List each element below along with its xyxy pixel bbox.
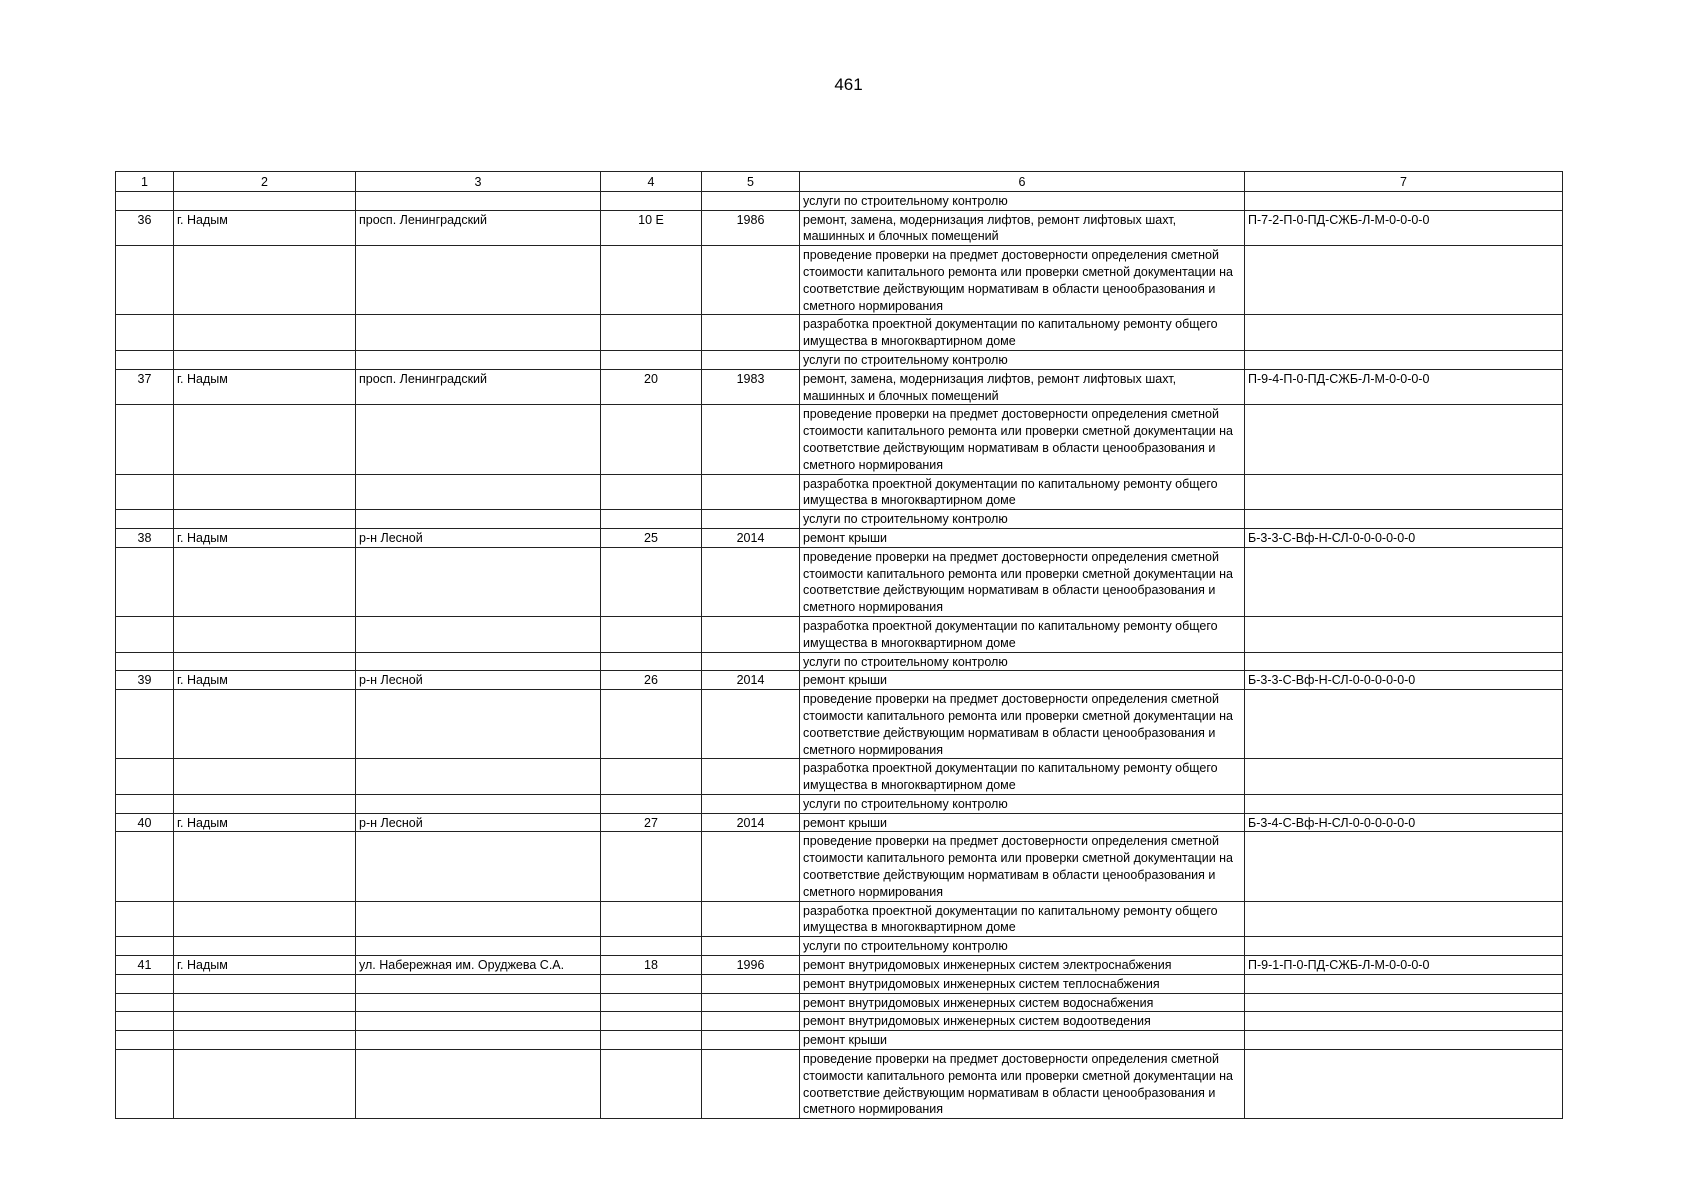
table-row [116, 547, 1563, 616]
year-cell [702, 1012, 800, 1031]
table-row [116, 1050, 1563, 1119]
year-cell [702, 405, 800, 474]
building-code-cell [1245, 652, 1563, 671]
street-cell [356, 350, 601, 369]
house-number-cell [601, 405, 702, 474]
building-code-cell: Б-3-3-С-Вф-Н-СЛ-0-0-0-0-0-0 [1245, 528, 1563, 547]
city-cell: г. Надым [174, 210, 356, 246]
row-number-cell [116, 937, 174, 956]
work-type-cell: услуги по строительному контролю [800, 794, 1245, 813]
year-cell [702, 246, 800, 315]
building-code-cell [1245, 1012, 1563, 1031]
city-cell [174, 794, 356, 813]
table-row [116, 474, 1563, 510]
city-cell [174, 974, 356, 993]
row-number-cell [116, 974, 174, 993]
building-code-cell [1245, 1050, 1563, 1119]
repair-program-table [115, 171, 1563, 1119]
year-cell [702, 315, 800, 351]
table-row [116, 1012, 1563, 1031]
row-number-cell [116, 1012, 174, 1031]
year-cell [702, 191, 800, 210]
house-number-cell [601, 652, 702, 671]
work-type-cell: ремонт крыши [800, 528, 1245, 547]
street-cell [356, 1031, 601, 1050]
house-number-cell [601, 794, 702, 813]
house-number-cell [601, 315, 702, 351]
building-code-cell: Б-3-3-С-Вф-Н-СЛ-0-0-0-0-0-0 [1245, 671, 1563, 690]
work-type-cell: проведение проверки на предмет достоверности определения сметной стоимости капитального ремонта или проверки сметной документации на соответствие действующим нормативам в области ценообразования и сметного нормирования [800, 690, 1245, 759]
city-cell [174, 315, 356, 351]
city-cell [174, 993, 356, 1012]
building-code-cell [1245, 794, 1563, 813]
city-cell [174, 547, 356, 616]
row-number-cell: 37 [116, 369, 174, 405]
row-number-cell [116, 901, 174, 937]
year-cell [702, 937, 800, 956]
house-number-cell [601, 759, 702, 795]
table-row [116, 974, 1563, 993]
row-number-cell [116, 759, 174, 795]
city-cell [174, 191, 356, 210]
row-number-cell [116, 690, 174, 759]
work-type-cell: ремонт крыши [800, 813, 1245, 832]
table-row [116, 510, 1563, 529]
building-code-cell [1245, 993, 1563, 1012]
year-cell [702, 832, 800, 901]
building-code-cell [1245, 937, 1563, 956]
house-number-cell [601, 690, 702, 759]
building-code-cell [1245, 974, 1563, 993]
work-type-cell: услуги по строительному контролю [800, 510, 1245, 529]
row-number-cell [116, 246, 174, 315]
work-type-cell: проведение проверки на предмет достоверности определения сметной стоимости капитального ремонта или проверки сметной документации на соответствие действующим нормативам в области ценообразования и сметного нормирования [800, 246, 1245, 315]
header-cell: 6 [800, 172, 1245, 192]
year-cell [702, 1031, 800, 1050]
house-number-cell [601, 1031, 702, 1050]
row-number-cell [116, 1050, 174, 1119]
house-number-cell [601, 832, 702, 901]
city-cell [174, 246, 356, 315]
house-number-cell [601, 993, 702, 1012]
table-row [116, 832, 1563, 901]
table-row [116, 937, 1563, 956]
house-number-cell [601, 246, 702, 315]
street-cell [356, 937, 601, 956]
house-number-cell [601, 510, 702, 529]
page-number: 461 [834, 75, 863, 94]
house-number-cell [601, 191, 702, 210]
street-cell [356, 901, 601, 937]
header-cell: 7 [1245, 172, 1563, 192]
building-code-cell [1245, 191, 1563, 210]
house-number-cell [601, 350, 702, 369]
street-cell [356, 547, 601, 616]
work-type-cell: ремонт внутридомовых инженерных систем водоотведения [800, 1012, 1245, 1031]
work-type-cell: ремонт внутридомовых инженерных систем теплоснабжения [800, 974, 1245, 993]
row-number-cell [116, 315, 174, 351]
building-code-cell [1245, 690, 1563, 759]
building-code-cell: П-7-2-П-0-ПД-СЖБ-Л-М-0-0-0-0 [1245, 210, 1563, 246]
street-cell [356, 246, 601, 315]
city-cell [174, 759, 356, 795]
city-cell: г. Надым [174, 956, 356, 975]
row-number-cell: 40 [116, 813, 174, 832]
street-cell [356, 993, 601, 1012]
table-row [116, 1031, 1563, 1050]
row-number-cell: 38 [116, 528, 174, 547]
work-type-cell: услуги по строительному контролю [800, 350, 1245, 369]
building-code-cell [1245, 1031, 1563, 1050]
row-number-cell [116, 510, 174, 529]
work-type-cell: ремонт внутридомовых инженерных систем водоснабжения [800, 993, 1245, 1012]
city-cell: г. Надым [174, 528, 356, 547]
house-number-cell [601, 937, 702, 956]
year-cell: 1986 [702, 210, 800, 246]
row-number-cell [116, 405, 174, 474]
header-cell: 4 [601, 172, 702, 192]
building-code-cell [1245, 474, 1563, 510]
work-type-cell: ремонт крыши [800, 671, 1245, 690]
year-cell: 2014 [702, 813, 800, 832]
city-cell: г. Надым [174, 813, 356, 832]
row-number-cell [116, 794, 174, 813]
street-cell [356, 974, 601, 993]
year-cell [702, 510, 800, 529]
house-number-cell [601, 1050, 702, 1119]
house-number-cell: 26 [601, 671, 702, 690]
street-cell [356, 690, 601, 759]
street-cell [356, 1050, 601, 1119]
year-cell [702, 616, 800, 652]
table-row [116, 794, 1563, 813]
street-cell [356, 474, 601, 510]
year-cell: 1983 [702, 369, 800, 405]
building-code-cell [1245, 350, 1563, 369]
row-number-cell [116, 1031, 174, 1050]
table-row [116, 813, 1563, 832]
row-number-cell [116, 547, 174, 616]
city-cell [174, 832, 356, 901]
table-row [116, 315, 1563, 351]
header-cell: 5 [702, 172, 800, 192]
table-row [116, 405, 1563, 474]
table-row [116, 246, 1563, 315]
street-cell: просп. Ленинградский [356, 369, 601, 405]
street-cell [356, 510, 601, 529]
table-row [116, 956, 1563, 975]
work-type-cell: проведение проверки на предмет достоверности определения сметной стоимости капитального ремонта или проверки сметной документации на соответствие действующим нормативам в области ценообразования и сметного нормирования [800, 405, 1245, 474]
table-header-row [116, 172, 1563, 192]
building-code-cell [1245, 832, 1563, 901]
table-row [116, 350, 1563, 369]
street-cell: р-н Лесной [356, 813, 601, 832]
house-number-cell [601, 474, 702, 510]
work-type-cell: проведение проверки на предмет достоверности определения сметной стоимости капитального ремонта или проверки сметной документации на соответствие действующим нормативам в области ценообразования и сметного нормирования [800, 547, 1245, 616]
street-cell: р-н Лесной [356, 671, 601, 690]
street-cell [356, 1012, 601, 1031]
work-type-cell: ремонт, замена, модернизация лифтов, ремонт лифтовых шахт, машинных и блочных помещений [800, 369, 1245, 405]
row-number-cell [116, 652, 174, 671]
street-cell [356, 405, 601, 474]
work-type-cell: ремонт, замена, модернизация лифтов, ремонт лифтовых шахт, машинных и блочных помещений [800, 210, 1245, 246]
year-cell: 2014 [702, 528, 800, 547]
year-cell [702, 547, 800, 616]
year-cell [702, 974, 800, 993]
city-cell [174, 616, 356, 652]
table-row [116, 993, 1563, 1012]
year-cell: 2014 [702, 671, 800, 690]
building-code-cell [1245, 759, 1563, 795]
building-code-cell [1245, 616, 1563, 652]
building-code-cell [1245, 315, 1563, 351]
street-cell [356, 652, 601, 671]
house-number-cell: 10 Е [601, 210, 702, 246]
table-row [116, 210, 1563, 246]
city-cell [174, 510, 356, 529]
row-number-cell: 41 [116, 956, 174, 975]
city-cell [174, 901, 356, 937]
city-cell [174, 1050, 356, 1119]
city-cell [174, 474, 356, 510]
table-row [116, 652, 1563, 671]
building-code-cell: П-9-1-П-0-ПД-СЖБ-Л-М-0-0-0-0 [1245, 956, 1563, 975]
table-row [116, 671, 1563, 690]
street-cell [356, 616, 601, 652]
table-row [116, 528, 1563, 547]
street-cell [356, 832, 601, 901]
building-code-cell: П-9-4-П-0-ПД-СЖБ-Л-М-0-0-0-0 [1245, 369, 1563, 405]
house-number-cell: 18 [601, 956, 702, 975]
work-type-cell: разработка проектной документации по капитальному ремонту общего имущества в многоквартирном доме [800, 616, 1245, 652]
building-code-cell [1245, 547, 1563, 616]
work-type-cell: ремонт крыши [800, 1031, 1245, 1050]
table-row [116, 191, 1563, 210]
street-cell: просп. Ленинградский [356, 210, 601, 246]
work-type-cell: услуги по строительному контролю [800, 191, 1245, 210]
street-cell [356, 794, 601, 813]
row-number-cell [116, 474, 174, 510]
row-number-cell: 39 [116, 671, 174, 690]
work-type-cell: услуги по строительному контролю [800, 937, 1245, 956]
city-cell [174, 652, 356, 671]
city-cell: г. Надым [174, 671, 356, 690]
year-cell [702, 690, 800, 759]
house-number-cell [601, 616, 702, 652]
year-cell: 1996 [702, 956, 800, 975]
row-number-cell [116, 350, 174, 369]
work-type-cell: разработка проектной документации по капитальному ремонту общего имущества в многоквартирном доме [800, 901, 1245, 937]
work-type-cell: проведение проверки на предмет достоверности определения сметной стоимости капитального ремонта или проверки сметной документации на соответствие действующим нормативам в области ценообразования и сметного нормирования [800, 832, 1245, 901]
work-type-cell: услуги по строительному контролю [800, 652, 1245, 671]
header-cell: 2 [174, 172, 356, 192]
row-number-cell [116, 832, 174, 901]
city-cell [174, 937, 356, 956]
house-number-cell: 25 [601, 528, 702, 547]
work-type-cell: проведение проверки на предмет достоверности определения сметной стоимости капитального ремонта или проверки сметной документации на соответствие действующим нормативам в области ценообразования и сметного нормирования [800, 1050, 1245, 1119]
row-number-cell [116, 616, 174, 652]
year-cell [702, 350, 800, 369]
city-cell: г. Надым [174, 369, 356, 405]
work-type-cell: разработка проектной документации по капитальному ремонту общего имущества в многоквартирном доме [800, 759, 1245, 795]
street-cell: р-н Лесной [356, 528, 601, 547]
house-number-cell [601, 1012, 702, 1031]
city-cell [174, 350, 356, 369]
street-cell: ул. Набережная им. Оруджева С.А. [356, 956, 601, 975]
street-cell [356, 759, 601, 795]
city-cell [174, 1031, 356, 1050]
year-cell [702, 759, 800, 795]
street-cell [356, 315, 601, 351]
year-cell [702, 901, 800, 937]
row-number-cell: 36 [116, 210, 174, 246]
year-cell [702, 652, 800, 671]
house-number-cell: 20 [601, 369, 702, 405]
year-cell [702, 794, 800, 813]
house-number-cell [601, 901, 702, 937]
city-cell [174, 690, 356, 759]
table-row [116, 690, 1563, 759]
building-code-cell: Б-3-4-С-Вф-Н-СЛ-0-0-0-0-0-0 [1245, 813, 1563, 832]
street-cell [356, 191, 601, 210]
city-cell [174, 405, 356, 474]
table-row [116, 901, 1563, 937]
work-type-cell: разработка проектной документации по капитальному ремонту общего имущества в многоквартирном доме [800, 474, 1245, 510]
year-cell [702, 993, 800, 1012]
table-row [116, 759, 1563, 795]
work-type-cell: ремонт внутридомовых инженерных систем электроснабжения [800, 956, 1245, 975]
building-code-cell [1245, 901, 1563, 937]
work-type-cell: разработка проектной документации по капитальному ремонту общего имущества в многоквартирном доме [800, 315, 1245, 351]
house-number-cell: 27 [601, 813, 702, 832]
year-cell [702, 474, 800, 510]
table-row [116, 616, 1563, 652]
building-code-cell [1245, 246, 1563, 315]
building-code-cell [1245, 405, 1563, 474]
house-number-cell [601, 547, 702, 616]
city-cell [174, 1012, 356, 1031]
table-row [116, 369, 1563, 405]
row-number-cell [116, 191, 174, 210]
year-cell [702, 1050, 800, 1119]
building-code-cell [1245, 510, 1563, 529]
header-cell: 1 [116, 172, 174, 192]
header-cell: 3 [356, 172, 601, 192]
house-number-cell [601, 974, 702, 993]
row-number-cell [116, 993, 174, 1012]
